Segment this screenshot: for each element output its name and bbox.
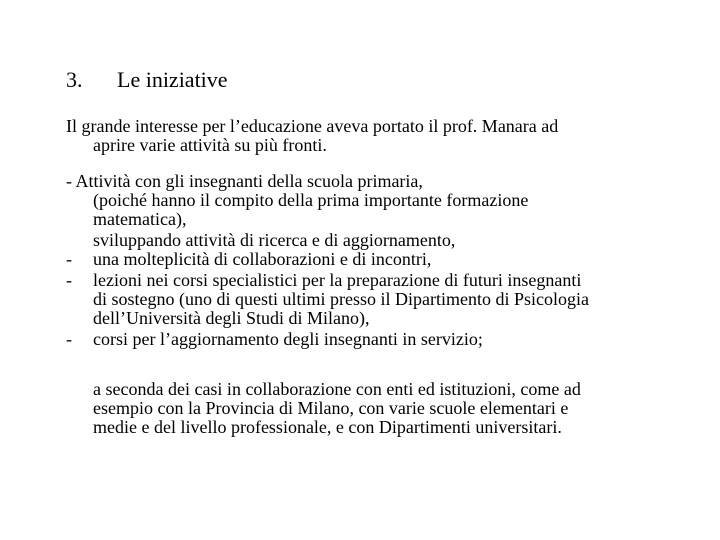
list-item-text: corsi per l’aggiornamento degli insegnanti in servizio; (93, 329, 483, 349)
list-item (66, 250, 589, 269)
list-item (66, 271, 589, 290)
section-title: Le iniziative (117, 67, 228, 92)
activity-line: matematica), (93, 209, 187, 229)
list-dash: - (66, 270, 72, 290)
intro-paragraph (66, 117, 558, 155)
list-item-text: di sostegno (uno di questi ultimi presso il Dipartimento di Psicologia (93, 289, 589, 309)
closing-line: a seconda dei casi in collaborazione con enti ed istituzioni, come ad (93, 379, 581, 399)
list-item-text: una molteplicità di collaborazioni e di incontri, (93, 249, 432, 269)
list-dash: - (66, 171, 72, 191)
section-heading (66, 67, 228, 93)
closing-line: esempio con la Provincia di Milano, con varie scuole elementari e (93, 398, 569, 418)
activity-first-line: - Attività con gli insegnanti della scuola primaria, (66, 171, 423, 191)
activities-list (66, 172, 589, 349)
intro-line: Il grande interesse per l’educazione aveva portato il prof. Manara ad (66, 116, 559, 136)
list-item-text: dell’Università degli Studi di Milano), (93, 308, 370, 328)
activity-line: sviluppando attività di ricerca e di aggiornamento, (93, 230, 456, 250)
activity-line: (poiché hanno il compito della prima importante formazione (93, 190, 529, 210)
list-dash: - (66, 249, 72, 269)
list-item (66, 330, 589, 349)
list-item-text: lezioni nei corsi specialistici per la preparazione di futuri insegnanti (93, 270, 582, 290)
list-dash: - (66, 329, 72, 349)
closing-line: medie e del livello professionale, e con Dipartimenti universitari. (93, 417, 562, 437)
intro-line: aprire varie attività su più fronti. (93, 135, 327, 155)
closing-paragraph (93, 380, 581, 437)
section-number: 3. (66, 67, 83, 92)
